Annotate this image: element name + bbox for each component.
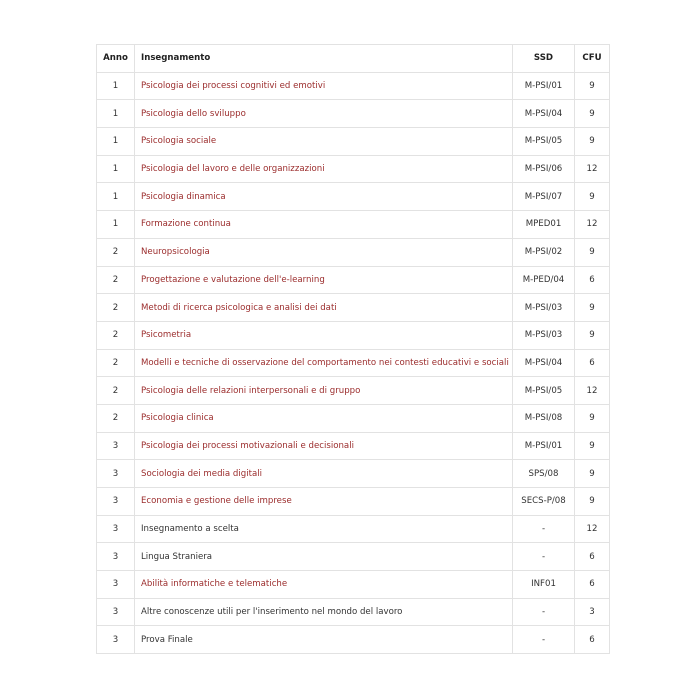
curriculum-table <box>96 44 610 654</box>
cell-anno: 3 <box>97 432 135 460</box>
cell-ssd: M-PED/04 <box>513 266 575 294</box>
header-insegnamento: Insegnamento <box>135 45 513 73</box>
cell-anno: 3 <box>97 598 135 626</box>
cell-cfu: 12 <box>575 211 610 239</box>
course-link[interactable]: Psicologia dei processi cognitivi ed emotivi <box>135 72 513 100</box>
header-ssd: SSD <box>513 45 575 73</box>
cell-anno: 2 <box>97 349 135 377</box>
course-link[interactable]: Metodi di ricerca psicologica e analisi dei dati <box>135 294 513 322</box>
course-link[interactable]: Abilità informatiche e telematiche <box>135 571 513 599</box>
cell-anno: 1 <box>97 128 135 156</box>
course-link[interactable]: Psicologia sociale <box>135 128 513 156</box>
course-link[interactable]: Progettazione e valutazione dell'e-learning <box>135 266 513 294</box>
cell-anno: 3 <box>97 515 135 543</box>
cell-ssd: M-PSI/01 <box>513 72 575 100</box>
table-row <box>97 238 610 266</box>
table-row <box>97 543 610 571</box>
course-link[interactable]: Psicologia dello sviluppo <box>135 100 513 128</box>
cell-anno: 2 <box>97 238 135 266</box>
cell-ssd: M-PSI/04 <box>513 349 575 377</box>
cell-cfu: 9 <box>575 100 610 128</box>
course-link[interactable]: Psicometria <box>135 321 513 349</box>
cell-anno: 3 <box>97 626 135 654</box>
cell-cfu: 12 <box>575 377 610 405</box>
table-row <box>97 211 610 239</box>
table-row <box>97 598 610 626</box>
cell-cfu: 6 <box>575 543 610 571</box>
course-link[interactable]: Psicologia delle relazioni interpersonali e di gruppo <box>135 377 513 405</box>
cell-cfu: 9 <box>575 128 610 156</box>
cell-cfu: 6 <box>575 349 610 377</box>
table-row <box>97 349 610 377</box>
cell-cfu: 9 <box>575 294 610 322</box>
cell-anno: 1 <box>97 155 135 183</box>
cell-anno: 2 <box>97 266 135 294</box>
course-link[interactable]: Psicologia dinamica <box>135 183 513 211</box>
cell-cfu: 9 <box>575 460 610 488</box>
course-link[interactable]: Psicologia clinica <box>135 404 513 432</box>
cell-cfu: 9 <box>575 321 610 349</box>
cell-ssd: M-PSI/03 <box>513 321 575 349</box>
cell-ssd: M-PSI/03 <box>513 294 575 322</box>
table-row <box>97 460 610 488</box>
cell-ssd: M-PSI/07 <box>513 183 575 211</box>
cell-ssd: - <box>513 626 575 654</box>
course-link[interactable]: Economia e gestione delle imprese <box>135 488 513 516</box>
cell-anno: 1 <box>97 72 135 100</box>
cell-anno: 3 <box>97 460 135 488</box>
cell-cfu: 9 <box>575 183 610 211</box>
table-row <box>97 488 610 516</box>
cell-ssd: M-PSI/04 <box>513 100 575 128</box>
table-row <box>97 321 610 349</box>
course-link[interactable]: Formazione continua <box>135 211 513 239</box>
table-row <box>97 128 610 156</box>
table-row <box>97 571 610 599</box>
cell-ssd: MPED01 <box>513 211 575 239</box>
cell-cfu: 9 <box>575 432 610 460</box>
cell-anno: 1 <box>97 211 135 239</box>
cell-anno: 3 <box>97 543 135 571</box>
cell-ssd: M-PSI/06 <box>513 155 575 183</box>
cell-ssd: - <box>513 598 575 626</box>
table-row <box>97 515 610 543</box>
cell-ssd: M-PSI/02 <box>513 238 575 266</box>
cell-anno: 2 <box>97 294 135 322</box>
course-name: Altre conoscenze utili per l'inserimento nel mondo del lavoro <box>135 598 513 626</box>
cell-anno: 2 <box>97 404 135 432</box>
course-link[interactable]: Psicologia dei processi motivazionali e decisionali <box>135 432 513 460</box>
table-row <box>97 626 610 654</box>
table-row <box>97 377 610 405</box>
cell-ssd: - <box>513 543 575 571</box>
table-row <box>97 404 610 432</box>
cell-cfu: 6 <box>575 626 610 654</box>
cell-anno: 2 <box>97 377 135 405</box>
header-anno: Anno <box>97 45 135 73</box>
cell-cfu: 6 <box>575 266 610 294</box>
table-row <box>97 183 610 211</box>
cell-anno: 3 <box>97 488 135 516</box>
course-link[interactable]: Sociologia dei media digitali <box>135 460 513 488</box>
course-link[interactable]: Neuropsicologia <box>135 238 513 266</box>
header-cfu: CFU <box>575 45 610 73</box>
table-row <box>97 266 610 294</box>
cell-anno: 1 <box>97 183 135 211</box>
cell-cfu: 12 <box>575 155 610 183</box>
course-name: Lingua Straniera <box>135 543 513 571</box>
cell-cfu: 3 <box>575 598 610 626</box>
table-row <box>97 155 610 183</box>
cell-ssd: M-PSI/05 <box>513 128 575 156</box>
table-row <box>97 294 610 322</box>
course-link[interactable]: Psicologia del lavoro e delle organizzazioni <box>135 155 513 183</box>
course-name: Prova Finale <box>135 626 513 654</box>
cell-ssd: - <box>513 515 575 543</box>
table-header-row <box>97 45 610 73</box>
cell-ssd: INF01 <box>513 571 575 599</box>
table-row <box>97 432 610 460</box>
cell-ssd: M-PSI/08 <box>513 404 575 432</box>
cell-cfu: 12 <box>575 515 610 543</box>
cell-ssd: SECS-P/08 <box>513 488 575 516</box>
cell-ssd: M-PSI/01 <box>513 432 575 460</box>
cell-anno: 1 <box>97 100 135 128</box>
cell-cfu: 9 <box>575 72 610 100</box>
cell-cfu: 6 <box>575 571 610 599</box>
course-link[interactable]: Modelli e tecniche di osservazione del comportamento nei contesti educativi e sociali <box>135 349 513 377</box>
cell-anno: 2 <box>97 321 135 349</box>
course-name: Insegnamento a scelta <box>135 515 513 543</box>
table-row <box>97 100 610 128</box>
cell-ssd: SPS/08 <box>513 460 575 488</box>
cell-ssd: M-PSI/05 <box>513 377 575 405</box>
cell-cfu: 9 <box>575 404 610 432</box>
cell-cfu: 9 <box>575 238 610 266</box>
cell-cfu: 9 <box>575 488 610 516</box>
table-row <box>97 72 610 100</box>
table-body <box>97 72 610 653</box>
cell-anno: 3 <box>97 571 135 599</box>
